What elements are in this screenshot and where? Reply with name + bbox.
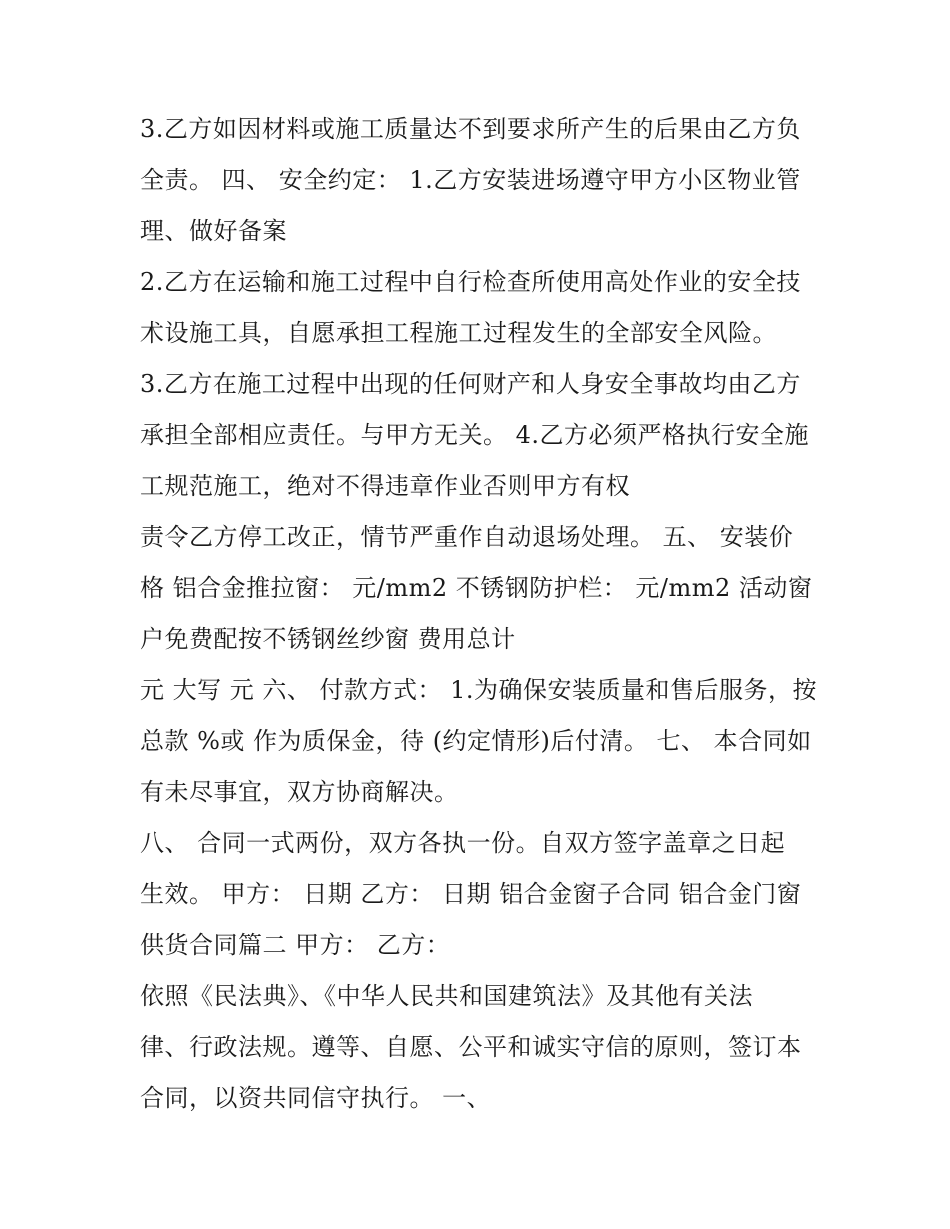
text-line: 依照《民法典》、《中华人民共和国建筑法》及其他有关法 <box>140 982 753 1010</box>
text-line: 2.乙方在运输和施工过程中自行检查所使用高处作业的安全技 <box>140 268 801 296</box>
text-line: 全责。 四、 安全约定： 1.乙方安装进场遵守甲方小区物业管 <box>140 166 801 194</box>
text-line: 供货合同篇二 甲方： 乙方： <box>140 931 451 959</box>
text-line: 律、行政法规。遵等、自愿、公平和诚实守信的原则，签订本 <box>140 1033 802 1061</box>
text-line: 生效。 甲方： 日期 乙方： 日期 铝合金窗子合同 铝合金门窗 <box>140 880 802 908</box>
document-body <box>140 104 820 1124</box>
text-line: 理、做好备案 <box>140 217 287 245</box>
text-line: 元 大写 元 六、 付款方式： 1.为确保安装质量和售后服务，按 <box>140 676 818 704</box>
text-line: 总款 %或 作为质保金，待 (约定情形)后付清。 七、 本合同如 <box>140 727 812 755</box>
text-line: 工规范施工，绝对不得违章作业否则甲方有权 <box>140 472 630 500</box>
text-line: 户免费配按不锈钢丝纱窗 费用总计 <box>140 625 516 653</box>
text-line: 3.乙方在施工过程中出现的任何财产和人身安全事故均由乙方 <box>140 370 801 398</box>
text-line: 合同，以资共同信守执行。 一、 <box>140 1084 492 1112</box>
text-line: 承担全部相应责任。与甲方无关。 4.乙方必须严格执行安全施 <box>140 421 810 449</box>
text-line: 3.乙方如因材料或施工质量达不到要求所产生的后果由乙方负 <box>140 115 801 143</box>
text-line: 八、 合同一式两份，双方各执一份。自双方签字盖章之日起 <box>140 829 786 857</box>
text-line: 有未尽事宜，双方协商解决。 <box>140 778 459 806</box>
text-line: 术设施工具，自愿承担工程施工过程发生的全部安全风险。 <box>140 319 777 347</box>
text-line: 责令乙方停工改正，情节严重作自动退场处理。 五、 安装价 <box>140 523 794 551</box>
text-line: 格 铝合金推拉窗： 元/mm2 不锈钢防护栏： 元/mm2 活动窗 <box>140 574 813 602</box>
